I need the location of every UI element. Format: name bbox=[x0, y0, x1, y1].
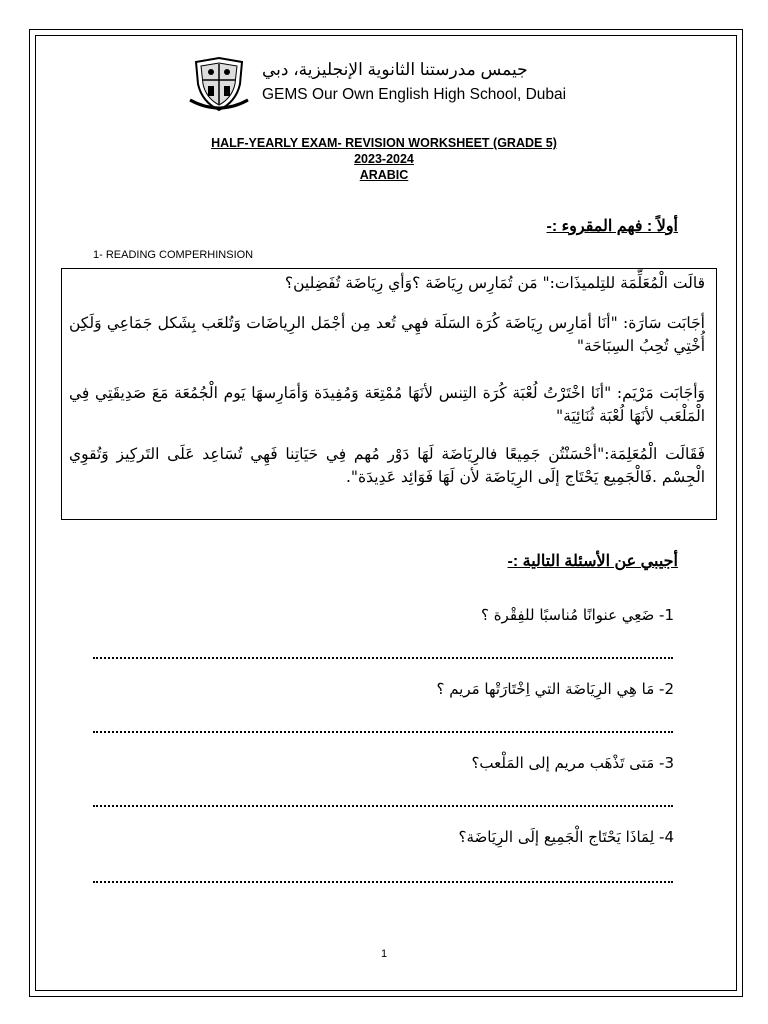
question-4: 4- لِمَاذَا يَحْتَاج الْجَمِيع إلَى الرِيَاضَة؟ bbox=[458, 828, 674, 846]
exam-title: HALF-YEARLY EXAM- REVISION WORKSHEET (GRADE 5) bbox=[211, 136, 557, 150]
passage-paragraph: وَأجَابَت مَرْيَم: "أنَا اخْتَرْتُ لُعْبَة كُرَة التِنس لأنَهَا مُمْتِعَة وَمُفِيدَة وَأمَارِسهَا يَوم الْجُمُعَة مَعَ صَدِيقَتِي فِي الْمَلْعَب لأنَهَا لُعْبَة ثُنَائِيَة" bbox=[69, 384, 705, 425]
answer-line-3[interactable] bbox=[93, 805, 673, 807]
school-name-arabic: جيمس مدرستنا الثانوية الإنجليزية، دبي bbox=[262, 60, 528, 79]
exam-year: 2023-2024 bbox=[354, 152, 414, 166]
question-3: 3- مَتى تَذْهَب مريم إلى المَلْعب؟ bbox=[471, 754, 674, 772]
question-1: 1- ضَعِي عنوانًا مُناسبًا للفِقْرة ؟ bbox=[480, 606, 674, 624]
exam-subject: ARABIC bbox=[359, 168, 409, 182]
section-heading-reading: أولاً : فهم المقروء :- bbox=[546, 218, 678, 235]
page-number: 1 bbox=[380, 948, 388, 960]
passage-paragraph: فَقَالَت الْمُعَلِمَة:"أحْسَنْتُن جَمِيعًا فالرِيَاضَة لَهَا دَوْر مُهم فِي حَيَاتِنا فَهِي تُسَاعِد عَلَى التَركِيز وَتُقوِي الْجِسْم .فَالْجَمِيع يَحْتَاج إلَى الرِيَاضَة لأن لَهَا فَوَائِد عَدِيدَة". bbox=[69, 445, 705, 486]
answer-line-1[interactable] bbox=[93, 657, 673, 659]
answer-line-2[interactable] bbox=[93, 731, 673, 733]
school-name-english: GEMS Our Own English High School, Dubai bbox=[262, 86, 567, 103]
section-heading-questions: أجيبي عن الأسئلة التالية :- bbox=[507, 553, 678, 570]
passage-paragraph: أجَابَت سَارَة: "أنَا أمَارِس رِيَاضَة كُرَة السَلَة فهِي تُعد مِن أجْمَل الرِياضَات وَتُلعَب بِشَكل جَمَاعِي وَلَكِن أُخْتِي تُحِبُ السِبَاحَة" bbox=[69, 314, 705, 355]
answer-line-4[interactable] bbox=[93, 881, 673, 883]
question-2: 2- مَا هِي الرِيَاضَة التي اِخْتَارَتْها مَريم ؟ bbox=[436, 680, 674, 698]
passage-paragraph: قالَت الْمُعَلِّمَة للتِلميذَات:" مَن تُمَارِس رِيَاضَة ؟وَأي رِيَاضَة تُفَضِلين؟ bbox=[284, 274, 705, 292]
school-crest-icon bbox=[188, 56, 250, 114]
reading-comprehension-label: 1- READING COMPERHINSION bbox=[93, 249, 254, 261]
